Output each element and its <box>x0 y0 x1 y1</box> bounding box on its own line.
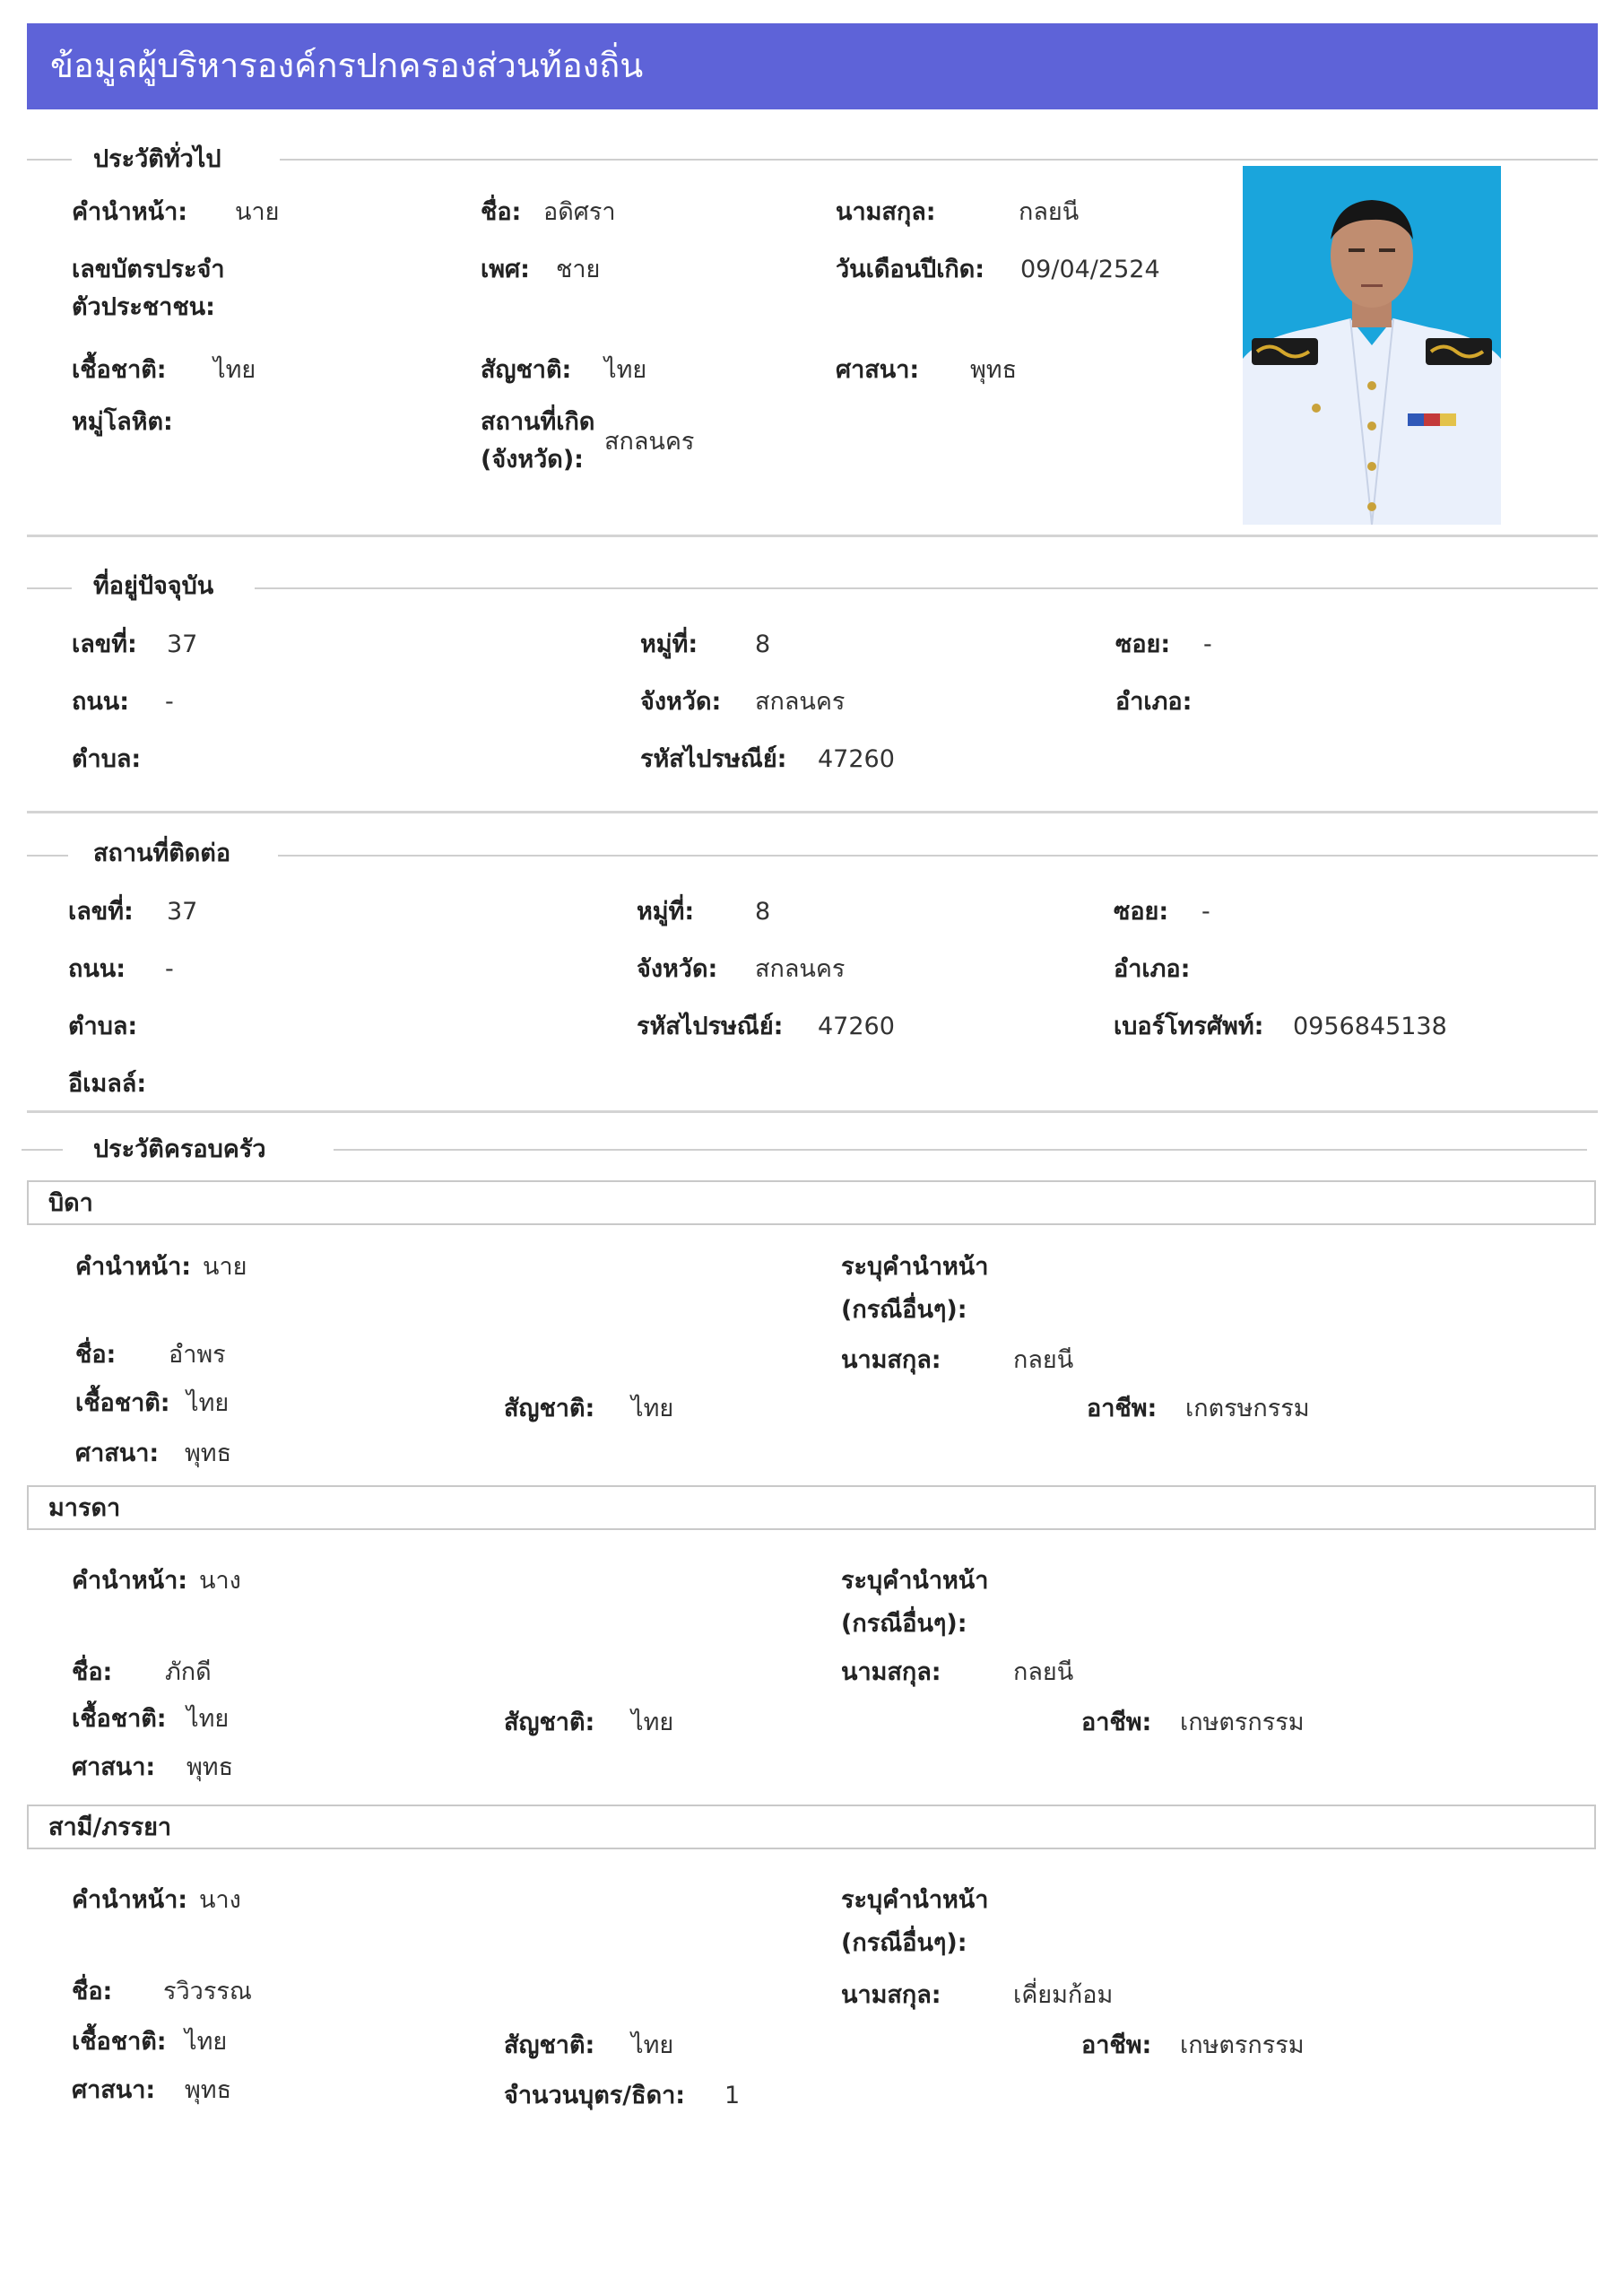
father-name-value: อำพร <box>169 1341 226 1369</box>
mother-prefix-label: คำนำหน้า: <box>72 1567 188 1595</box>
contact-postcode-value: 47260 <box>818 1013 895 1040</box>
spouse-title: สามี/ภรรยา <box>48 1813 172 1841</box>
house-no-label: เลขที่: <box>72 631 137 658</box>
father-nationality-label: สัญชาติ: <box>504 1395 595 1422</box>
spouse-other-prefix-label: ระบุคำนำหน้า <box>841 1886 989 1914</box>
spouse-nationality-value: ไทย <box>631 2031 674 2059</box>
profile-photo <box>1243 166 1501 525</box>
province-value: สกลนคร <box>755 688 846 716</box>
subdistrict-label: ตำบล: <box>72 745 142 773</box>
father-occupation-label: อาชีพ: <box>1087 1395 1158 1422</box>
contact-moo-label: หมู่ที่: <box>637 898 695 926</box>
soi-value: - <box>1203 631 1212 658</box>
road-value: - <box>165 688 174 716</box>
spouse-religion-label: ศาสนา: <box>72 2076 156 2104</box>
contact-subdistrict-label: ตำบล: <box>68 1013 138 1040</box>
contact-soi-value: - <box>1201 898 1210 926</box>
road-label: ถนน: <box>72 688 130 716</box>
fieldset-line <box>255 587 1598 589</box>
father-religion-label: ศาสนา: <box>75 1439 160 1467</box>
mother-surname-value: กลยนี <box>1013 1658 1074 1686</box>
spouse-name-value: รวิวรรณ <box>163 1978 252 2005</box>
spouse-ethnicity-value: ไทย <box>185 2028 228 2056</box>
father-surname-value: กลยนี <box>1013 1346 1074 1374</box>
nationality-value: ไทย <box>604 356 647 384</box>
nationality-label: สัญชาติ: <box>481 356 572 384</box>
legend-general: ประวัติทั่วไป <box>93 145 221 173</box>
mother-title: มารดา <box>48 1494 121 1522</box>
contact-postcode-label: รหัสไปรษณีย์: <box>637 1013 784 1040</box>
father-prefix-value: นาย <box>203 1253 247 1281</box>
email-label: อีเมลล์: <box>68 1070 147 1098</box>
legend-current-address: ที่อยู่ปัจจุบัน <box>93 572 214 600</box>
father-nationality-value: ไทย <box>631 1395 674 1422</box>
mother-nationality-label: สัญชาติ: <box>504 1709 595 1736</box>
section-divider <box>27 811 1598 813</box>
father-prefix-label: คำนำหน้า: <box>75 1253 192 1281</box>
blood-label: หมู่โลหิต: <box>72 408 173 436</box>
birthplace-label-2: (จังหวัด): <box>481 446 584 474</box>
spouse-surname-label: นามสกุล: <box>841 1981 941 2009</box>
contact-house-no-label: เลขที่: <box>68 898 134 926</box>
father-other-prefix-label-2: (กรณีอื่นๆ): <box>841 1296 967 1324</box>
fieldset-line <box>280 159 1598 161</box>
person-photo-icon <box>1243 166 1501 525</box>
mother-surname-label: นามสกุล: <box>841 1658 941 1686</box>
district-label: อำเภอ: <box>1115 688 1193 716</box>
spouse-religion-value: พุทธ <box>185 2076 232 2104</box>
spouse-occupation-label: อาชีพ: <box>1081 2031 1152 2059</box>
fieldset-line <box>334 1149 1587 1151</box>
spouse-prefix-value: นาง <box>199 1886 241 1914</box>
contact-district-label: อำเภอ: <box>1114 955 1191 983</box>
moo-value: 8 <box>755 631 771 658</box>
mother-ethnicity-label: เชื้อชาติ: <box>72 1705 167 1733</box>
mother-ethnicity-value: ไทย <box>186 1705 230 1733</box>
contact-road-value: - <box>165 955 174 983</box>
postcode-label: รหัสไปรษณีย์: <box>640 745 787 773</box>
children-value: 1 <box>724 2082 741 2109</box>
idcard-label: เลขบัตรประจำ <box>72 256 225 283</box>
spouse-other-prefix-label-2: (กรณีอื่นๆ): <box>841 1929 967 1957</box>
prefix-value: นาย <box>235 198 280 226</box>
father-header <box>27 1180 1596 1225</box>
contact-province-label: จังหวัด: <box>637 955 718 983</box>
gender-value: ชาย <box>556 256 601 283</box>
gender-label: เพศ: <box>481 256 530 283</box>
soi-label: ซอย: <box>1115 631 1171 658</box>
spouse-nationality-label: สัญชาติ: <box>504 2031 595 2059</box>
page-title: ข้อมูลผู้บริหารองค์กรปกครองส่วนท้องถิ่น <box>50 46 644 85</box>
name-label: ชื่อ: <box>481 198 522 226</box>
contact-moo-value: 8 <box>755 898 771 926</box>
house-no-value: 37 <box>167 631 198 658</box>
ethnicity-value: ไทย <box>213 356 256 384</box>
mother-religion-value: พุทธ <box>186 1753 234 1781</box>
birthplace-label: สถานที่เกิด <box>481 408 595 436</box>
moo-label: หมู่ที่: <box>640 631 698 658</box>
mother-name-value: ภักดี <box>165 1658 212 1686</box>
father-title: บิดา <box>48 1189 93 1217</box>
father-name-label: ชื่อ: <box>75 1341 117 1369</box>
fieldset-line <box>27 855 68 857</box>
children-label: จำนวนบุตร/ธิดา: <box>504 2082 686 2109</box>
section-divider <box>27 1110 1598 1113</box>
mother-other-prefix-label-2: (กรณีอื่นๆ): <box>841 1610 967 1638</box>
ethnicity-label: เชื้อชาติ: <box>72 356 167 384</box>
surname-value: กลยนี <box>1019 198 1080 226</box>
legend-contact: สถานที่ติดต่อ <box>93 839 231 867</box>
mother-header <box>27 1485 1596 1530</box>
birthdate-value: 09/04/2524 <box>1020 256 1160 283</box>
mother-occupation-label: อาชีพ: <box>1081 1709 1152 1736</box>
postcode-value: 47260 <box>818 745 895 773</box>
mother-occupation-value: เกษตรกรรม <box>1180 1709 1305 1736</box>
contact-province-value: สกลนคร <box>755 955 846 983</box>
spouse-surname-value: เคี่ยมก้อม <box>1013 1981 1114 2009</box>
spouse-name-label: ชื่อ: <box>72 1978 113 2005</box>
father-surname-label: นามสกุล: <box>841 1346 941 1374</box>
page-header <box>27 23 1598 109</box>
idcard-label-2: ตัวประชาชน: <box>72 293 215 321</box>
father-ethnicity-value: ไทย <box>186 1389 230 1417</box>
section-divider <box>27 535 1598 537</box>
prefix-label: คำนำหน้า: <box>72 198 188 226</box>
mother-other-prefix-label: ระบุคำนำหน้า <box>841 1567 989 1595</box>
contact-house-no-value: 37 <box>167 898 198 926</box>
spouse-ethnicity-label: เชื้อชาติ: <box>72 2028 167 2056</box>
legend-family: ประวัติครอบครัว <box>93 1135 266 1163</box>
mother-religion-label: ศาสนา: <box>72 1753 156 1781</box>
father-ethnicity-label: เชื้อชาติ: <box>75 1389 170 1417</box>
phone-label: เบอร์โทรศัพท์: <box>1114 1013 1264 1040</box>
fieldset-line <box>27 587 72 589</box>
spouse-occupation-value: เกษตรกรรม <box>1180 2031 1305 2059</box>
religion-label: ศาสนา: <box>836 356 920 384</box>
father-other-prefix-label: ระบุคำนำหน้า <box>841 1253 989 1281</box>
name-value: อดิศรา <box>543 198 616 226</box>
province-label: จังหวัด: <box>640 688 722 716</box>
father-religion-value: พุทธ <box>185 1439 232 1467</box>
fieldset-line <box>278 855 1598 857</box>
spouse-prefix-label: คำนำหน้า: <box>72 1886 188 1914</box>
fieldset-line <box>27 159 72 161</box>
contact-soi-label: ซอย: <box>1114 898 1169 926</box>
mother-nationality-value: ไทย <box>631 1709 674 1736</box>
birthplace-value: สกลนคร <box>604 428 695 456</box>
birthdate-label: วันเดือนปีเกิด: <box>836 256 985 283</box>
phone-value: 0956845138 <box>1293 1013 1447 1040</box>
fieldset-line <box>22 1149 63 1151</box>
spouse-header <box>27 1805 1596 1849</box>
mother-prefix-value: นาง <box>199 1567 241 1595</box>
contact-road-label: ถนน: <box>68 955 126 983</box>
surname-label: นามสกุล: <box>836 198 936 226</box>
religion-value: พุทธ <box>970 356 1018 384</box>
father-occupation-value: เกตรษกรรม <box>1185 1395 1310 1422</box>
mother-name-label: ชื่อ: <box>72 1658 113 1686</box>
